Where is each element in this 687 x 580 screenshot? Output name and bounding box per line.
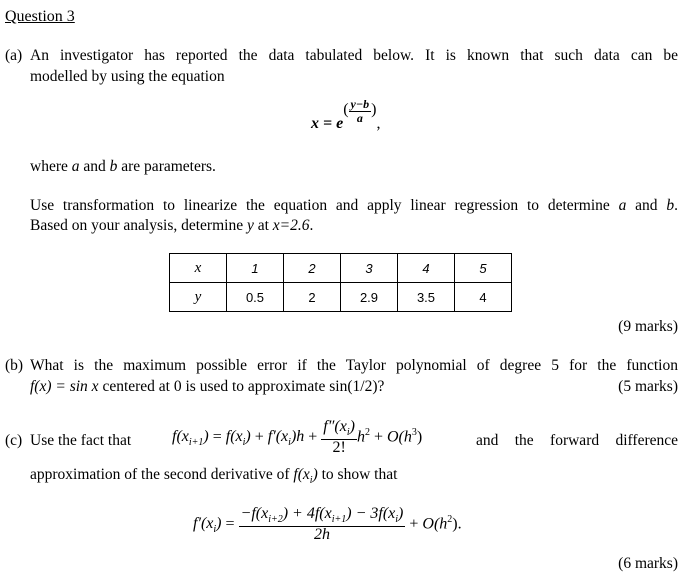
part-c-fxi: f(x <box>293 466 310 483</box>
table-row-x <box>170 254 512 283</box>
table-cell: 2.9 <box>341 283 398 312</box>
taylor-h: h <box>296 428 305 446</box>
result-denominator: 2h <box>313 525 330 543</box>
result-num-term1: −f(x <box>240 505 269 522</box>
task-param-a: a <box>618 197 627 214</box>
task-param-b: b <box>666 197 675 214</box>
function-fx: f(x) = sin x <box>30 378 99 395</box>
table-cell: 2 <box>284 283 341 312</box>
exponent-denominator: a <box>356 110 363 125</box>
table-cell: 4 <box>398 254 455 283</box>
task-text-and: and <box>626 197 667 214</box>
task2-text-at: at <box>253 217 273 234</box>
part-c-line2-post: to show that <box>317 466 398 483</box>
table-row-y <box>170 283 512 312</box>
params-text-post: are parameters. <box>117 158 216 175</box>
task-y: y <box>246 217 254 234</box>
part-a-marks: (9 marks) <box>618 318 678 335</box>
taylor-second-term: $\frac{f''(x_i)}{2!}$ <box>323 418 355 456</box>
table-header-y: y <box>170 283 227 312</box>
result-lhs: f′(x <box>193 515 214 533</box>
table-cell: 3 <box>341 254 398 283</box>
part-a-line1: An investigator has reported the data tabulated below. It is known that such data can be <box>30 47 678 64</box>
part-c-use-fact: Use the fact that <box>30 432 132 449</box>
exponent-numerator: y−b <box>350 97 370 111</box>
task2-text-pre: Based on your analysis, determine <box>30 217 247 234</box>
part-b-line2-mid: centered at 0 is used to approximate <box>98 378 330 395</box>
taylor-expansion: $f(x_{i+1}) = f(x_i) + f'(x_i)h$ + $\frac{f''(x_i)}{2!}$ $h^2 + O(h^3)$ <box>172 418 423 456</box>
task-line2 <box>30 215 313 236</box>
params-text-mid: and <box>79 158 110 175</box>
table-cell: 2 <box>284 254 341 283</box>
result-fraction: $\frac{-f(x_{i+2}) + 4f(x_{i+1}) - 3f(x_i)}{2h}$ <box>240 505 404 543</box>
param-a: a <box>71 158 80 175</box>
equation-comma: , <box>376 114 381 132</box>
params-text-pre: where <box>30 158 72 175</box>
task-text-dot: . <box>674 197 678 214</box>
part-b-marks: (5 marks) <box>618 378 678 395</box>
data-table <box>169 253 512 312</box>
result-formula: $f'(x_i)$ = $\frac{-f(x_{i+2}) + 4f(x_{i+1}) - 3f(x_i)}{2h}$ + $O(h^2)$. <box>193 505 462 543</box>
table-cell: 3.5 <box>398 283 455 312</box>
part-a-label: (a) <box>5 47 23 64</box>
part-c-tail: and the forward difference <box>476 432 678 449</box>
table-cell: 0.5 <box>227 283 284 312</box>
model-equation <box>311 97 381 138</box>
taylor-lhs: f(x <box>172 428 189 446</box>
equation-exponent: ( $\frac{y-b}{a}$ ) <box>343 97 377 125</box>
task-x-value: x=2.6 <box>272 217 310 234</box>
parameters-sentence <box>30 156 216 177</box>
part-b-label: (b) <box>5 357 24 374</box>
table-header-x: x <box>170 254 227 283</box>
part-a-line2: modelled by using the equation <box>30 68 225 85</box>
table-cell: 4 <box>455 283 512 312</box>
taylor-big-o: O(h <box>386 428 412 446</box>
part-b-line1: What is the maximum possible error if the Taylor polynomial of degree 5 for the function <box>30 357 678 374</box>
part-c-line2: approximation of the second derivative of $f(x_i)$ to show that <box>30 466 398 487</box>
result-num-term3: ) − 3f(x <box>346 505 396 522</box>
param-b: b <box>109 158 118 175</box>
taylor-factorial: 2! <box>332 438 346 456</box>
question-title: Question 3 <box>5 8 75 25</box>
result-big-o: O(h <box>422 515 448 533</box>
task-text-pre: Use transformation to linearize the equation and apply linear regression to determine <box>30 197 619 214</box>
taylor-second-derivative: f″(x <box>323 418 347 435</box>
result-num-term2: ) + 4f(x <box>282 505 332 522</box>
task-line1 <box>30 195 678 216</box>
table-cell: 1 <box>227 254 284 283</box>
task2-text-end: . <box>309 217 314 234</box>
equation-lhs: x = e <box>311 114 344 132</box>
taylor-rhs: f(x <box>225 428 243 446</box>
table-cell: 5 <box>455 254 512 283</box>
part-c-label: (c) <box>5 432 23 449</box>
part-b-line2 <box>30 376 384 397</box>
part-b-question-mark: ? <box>377 378 385 395</box>
approx-sin-half: sin(1/2) <box>329 378 378 395</box>
part-c-marks: (6 marks) <box>618 555 678 572</box>
part-c-line2-pre: approximation of the second derivative of <box>30 466 294 483</box>
taylor-first-derivative: f′(x <box>267 428 289 446</box>
